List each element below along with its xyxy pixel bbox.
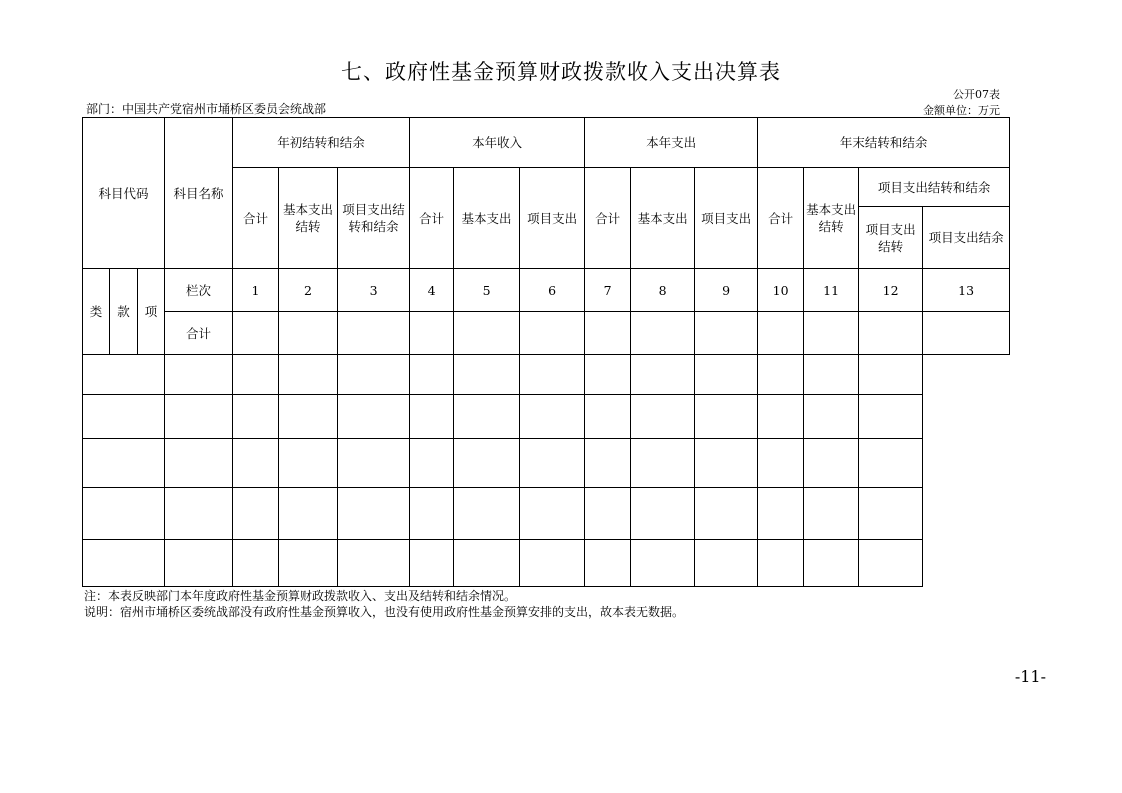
- column-number: 7: [585, 269, 631, 312]
- page-title: 七、政府性基金预算财政拨款收入支出决算表: [341, 60, 781, 84]
- table-cell: [804, 312, 859, 355]
- header-closing-project-balance: 项目支出结转和结余: [859, 168, 1010, 207]
- budget-table: [82, 117, 1010, 587]
- header-income-project: 项目支出: [520, 168, 585, 269]
- table-cell: [338, 312, 410, 355]
- column-number: 11: [804, 269, 859, 312]
- header-opening-balance: 年初结转和结余: [233, 118, 410, 168]
- column-number: 3: [338, 269, 410, 312]
- table-cell: [859, 312, 923, 355]
- column-number: 6: [520, 269, 585, 312]
- header-opening-project-carryover-balance: 项目支出结转和结余: [338, 168, 410, 269]
- header-closing-total: 合计: [758, 168, 804, 269]
- header-opening-basic-carryover: 基本支出结转: [279, 168, 338, 269]
- table-row: [83, 395, 1010, 439]
- table-cell: [233, 312, 279, 355]
- table-cell: [410, 312, 454, 355]
- header-expense-project: 项目支出: [695, 168, 758, 269]
- form-code: 公开07表: [953, 88, 1000, 101]
- header-subject-name: 科目名称: [165, 118, 233, 269]
- page-number: -11-: [1014, 667, 1046, 686]
- header-income-total: 合计: [410, 168, 454, 269]
- header-income-basic: 基本支出: [454, 168, 520, 269]
- column-number: 5: [454, 269, 520, 312]
- column-number: 1: [233, 269, 279, 312]
- table-cell: [585, 312, 631, 355]
- header-opening-total: 合计: [233, 168, 279, 269]
- table-cell: [279, 312, 338, 355]
- total-row: [83, 312, 1010, 355]
- table-cell: [520, 312, 585, 355]
- header-xiang: 项: [138, 269, 165, 355]
- header-subject-code: 科目代码: [83, 118, 165, 269]
- column-number-label: 栏次: [165, 269, 233, 312]
- column-number: 12: [859, 269, 923, 312]
- header-current-expense: 本年支出: [585, 118, 758, 168]
- header-expense-total: 合计: [585, 168, 631, 269]
- column-number: 4: [410, 269, 454, 312]
- table-cell: [758, 312, 804, 355]
- table-cell: [695, 312, 758, 355]
- column-number: 2: [279, 269, 338, 312]
- department-label: 部门：中国共产党宿州市埇桥区委员会统战部: [86, 102, 327, 116]
- header-expense-basic: 基本支出: [631, 168, 695, 269]
- table-cell: [631, 312, 695, 355]
- table-row: [83, 439, 1010, 488]
- column-number: 9: [695, 269, 758, 312]
- header-closing-balance: 年末结转和结余: [758, 118, 1010, 168]
- unit-label: 金额单位：万元: [923, 104, 1000, 117]
- explanation-text: 说明：宿州市埇桥区委统战部没有政府性基金预算收入，也没有使用政府性基金预算安排的支出，故本表无数据。: [84, 605, 685, 619]
- column-number: 8: [631, 269, 695, 312]
- note-text: 注：本表反映部门本年度政府性基金预算财政拨款收入、支出及结转和结余情况。: [84, 589, 517, 603]
- table-cell: [454, 312, 520, 355]
- column-number: 13: [923, 269, 1010, 312]
- table-row: [83, 540, 1010, 587]
- notes: [84, 588, 684, 620]
- header-closing-basic-carryover: 基本支出结转: [804, 168, 859, 269]
- table-cell: [923, 312, 1010, 355]
- header-lei: 类: [83, 269, 110, 355]
- header-current-income: 本年收入: [410, 118, 585, 168]
- header-closing-project-carryover: 项目支出结转: [859, 207, 923, 269]
- grand-total-label: 合计: [165, 312, 233, 355]
- table-row: [83, 355, 1010, 395]
- column-number: 10: [758, 269, 804, 312]
- header-closing-project-balance-only: 项目支出结余: [923, 207, 1010, 269]
- table-row: [83, 488, 1010, 540]
- header-kuan: 款: [110, 269, 138, 355]
